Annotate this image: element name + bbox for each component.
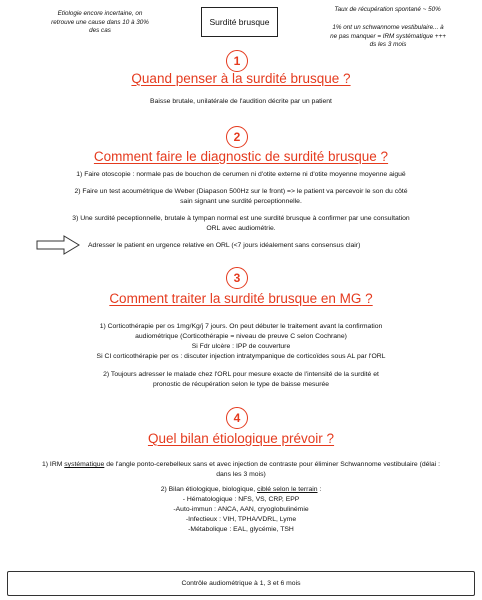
section-3-line-1: 1) Corticothérapie per os 1mg/Kg/j 7 jours. On peut débuter le traitement avant la confirmation	[99, 323, 383, 330]
section-4-number: 4	[226, 407, 248, 429]
irm-line	[0, 460, 482, 470]
page-title: Surdité brusque	[201, 7, 278, 37]
bilan-suffix: :	[317, 486, 322, 493]
section-3-line-3: Si Fdr ulcère : IPP de couverture	[191, 343, 291, 350]
bilan-prefix: 2) Bilan étiologique, biologique,	[160, 486, 258, 493]
section-1-heading: Quand penser à la surdité brusque ?	[131, 71, 351, 86]
bilan-line	[0, 485, 482, 495]
section-2-step-3b: ORL avec audiométrie.	[206, 225, 276, 232]
irm-underlined: systématique	[64, 461, 105, 468]
schwannoma-note: 1% ont un schwannome vestibulaire... à ne pas manquer = IRM systématique +++ ds les 3 mois	[330, 24, 446, 48]
section-3-line-6: pronostic de récupération selon le type de baisse mesurée	[152, 381, 330, 388]
section-1-number: 1	[226, 50, 248, 72]
section-3-line-4: Si CI corticothérapie per os : discuter injection intratympanique de corticoïdes sous AL par l'ORL	[96, 353, 386, 360]
section-2-heading: Comment faire le diagnostic de surdité brusque ?	[93, 149, 389, 164]
follow-up-text: Contrôle audiométrique à 1, 3 et 6 mois	[181, 580, 301, 587]
section-2-step-2: 2) Faire un test acoumétrique de Weber (Diapason 500Hz sur le front) => le patient va percevoir le son du côté	[74, 188, 408, 195]
section-3-line-2: audiométrique (Corticothérapie = niveau de preuve C selon Cochrane)	[135, 333, 347, 340]
section-3-line-5: 2) Toujours adresser le malade chez l'ORL pour mesure exacte de l'intensité de la surdité et	[103, 371, 379, 378]
bilan-underlined: ciblé selon le terrain	[257, 486, 318, 493]
section-4-heading: Quel bilan étiologique prévoir ?	[147, 431, 335, 446]
recovery-note: Taux de récupération spontané ~ 50%	[334, 6, 441, 13]
section-2-step-3: 3) Une surdité peceptionnelle, brutale à tympan normal est une surdité brusque à confirmer par une consultation	[72, 215, 410, 222]
arrow-right-icon	[36, 235, 80, 255]
irm-prefix: 1) IRM	[42, 461, 65, 468]
follow-up-box	[7, 571, 475, 596]
irm-line-2: dans les 3 mois)	[216, 471, 266, 478]
bilan-item-infectieux: -Infectieux : VIH, TPHA/VDRL, Lyme	[185, 516, 297, 523]
referral-text: Adresser le patient en urgence relative en ORL (<7 jours idéalement sans consensus clair)	[88, 242, 361, 249]
section-2-number: 2	[226, 126, 248, 148]
etiology-note: Etiologie encore incertaine, on retrouve une cause dans 10 à 30% des cas	[51, 10, 149, 34]
section-2-step-1: 1) Faire otoscopie : normale pas de bouchon de cerumen ni d'otite externe ni d'otite moyenne moyenne aiguë	[76, 171, 406, 178]
section-2-step-2b: sain signant une surdité perceptionnelle.	[180, 198, 302, 205]
section-3-number: 3	[226, 267, 248, 289]
section-3-heading: Comment traiter la surdité brusque en MG ?	[109, 291, 373, 306]
irm-rest: de l'angle ponto-cerebelleux sans et avec injection de contraste pour éliminer Schwannome vestibulaire (délai :	[104, 461, 440, 468]
section-1-text: Baisse brutale, unilatérale de l'audition décrite par un patient	[150, 98, 332, 105]
bilan-item-hemato: - Hématologique : NFS, VS, CRP, EPP	[182, 496, 300, 503]
bilan-item-autoimmun: -Auto-immun : ANCA, AAN, cryoglobulinémie	[173, 506, 309, 513]
bilan-item-metabolique: -Métabolique : EAL, glycémie, TSH	[188, 526, 294, 533]
